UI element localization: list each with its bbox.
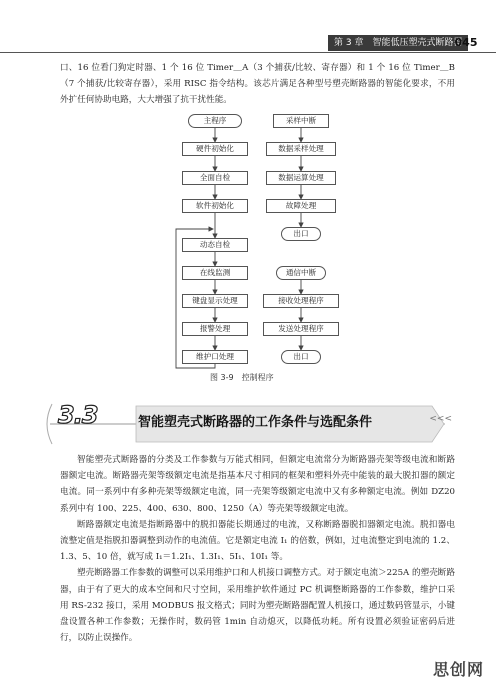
page-number: 045 <box>454 36 478 49</box>
flow-main-start: 主程序 <box>188 114 242 128</box>
chapter-tag: 第 3 章 智能低压塑壳式断路器 <box>328 35 468 51</box>
figure-number: 图 3-9 <box>210 373 234 382</box>
flow-hardware-init: 硬件初始化 <box>182 142 248 156</box>
control-flowchart <box>0 105 496 395</box>
flow-online-monitor: 在线监测 <box>182 266 248 280</box>
flow-send-handler: 发送处理程序 <box>263 322 339 336</box>
flowchart-connectors <box>0 105 496 395</box>
flow-dynamic-selftest: 动态自检 <box>182 238 248 252</box>
flow-maintenance-port: 维护口处理 <box>182 350 248 364</box>
flow-data-sampling: 数据采样处理 <box>266 142 336 156</box>
body-paragraph-3: 塑壳断路器工作参数的调整可以采用维护口和人机接口调整方式。对于额定电流＞225A 的塑壳断路器，由于有了更大的成本空间和尺寸空间，采用维护软件通过 PC 机调整断路器的工作参数，维护口采用 RS-232 接口，采用 MODBUS 报文格式；同时为塑壳断路器配置人机接口，通过数码管显示，小键盘设置各种工作参数；无操作时，数码管 1min 自动熄灭，以降低功耗。所有设置必须验证密码后进行，以防止误操作。 <box>60 568 455 644</box>
flow-comm-interrupt: 通信中断 <box>276 266 326 280</box>
flow-fault-handling: 故障处理 <box>266 199 336 213</box>
flow-receive-handler: 接收处理程序 <box>263 294 339 308</box>
flow-full-selftest: 全面自检 <box>182 171 248 185</box>
watermark-logo: 思创网 <box>433 660 485 679</box>
section-banner <box>40 402 460 446</box>
intro-text: 口、16 位看门狗定时器、1 个 16 位 Timer＿A（3 个捕获/比较、寄存器）和 1 个 16 位 Timer＿B（7 个捕获/比较寄存器），采用 RISC 指令结构。该芯片满足各种型号塑壳断路器的智能化要求，不用外扩任何协助电路，大大增强了抗干扰性能。 <box>60 63 455 106</box>
flow-data-computation: 数据运算处理 <box>266 171 336 185</box>
page-header <box>0 0 496 62</box>
section-body <box>60 452 455 646</box>
figure-title: 控制程序 <box>241 373 274 382</box>
figure-caption <box>210 372 274 383</box>
body-paragraph-1: 智能塑壳式断路器的分类及工作参数与万能式相同，但额定电流常分为断路器壳架等级电流和断路器额定电流。断路器壳架等级额定电流是指基本尺寸相同的框架和塑料外壳中能装的最大脱扣器的额定电流。同一系列中有多种壳架等级额定电流，同一壳架等级额定电流中又有多种额定电流。例如 DZ20 系列中有 100、225、400、630、800、1250（A）等壳架等级额定电流。 <box>60 455 455 514</box>
intro-paragraph <box>60 60 455 109</box>
header-rule <box>0 52 496 53</box>
body-paragraph-2: 断路器额定电流是指断路器中的脱扣器能长期通过的电流，又称断路器脱扣器额定电流。脱扣器电流整定值是指脱扣器调整到动作的电流值。它是额定电流 I₁ 的倍数，例如，过电流整定到电流的 1.2、1.3、5、10 倍，就写成 I₁＝1.2I₁、1.3I₁、5I₁、10I₁ 等。 <box>60 519 455 563</box>
flow-software-init: 软件初始化 <box>182 199 248 213</box>
flow-comm-exit: 出口 <box>281 350 321 364</box>
section-number: 3.3 <box>58 401 98 429</box>
section-arrows-icon: <<< <box>429 414 452 424</box>
section-title: 智能塑壳式断路器的工作条件与选配条件 <box>138 415 373 430</box>
flow-sample-exit: 出口 <box>281 227 321 241</box>
flow-sample-interrupt: 采样中断 <box>273 114 329 128</box>
flow-keyboard-display: 键盘显示处理 <box>182 294 248 308</box>
flow-alarm-handling: 报警处理 <box>182 322 248 336</box>
